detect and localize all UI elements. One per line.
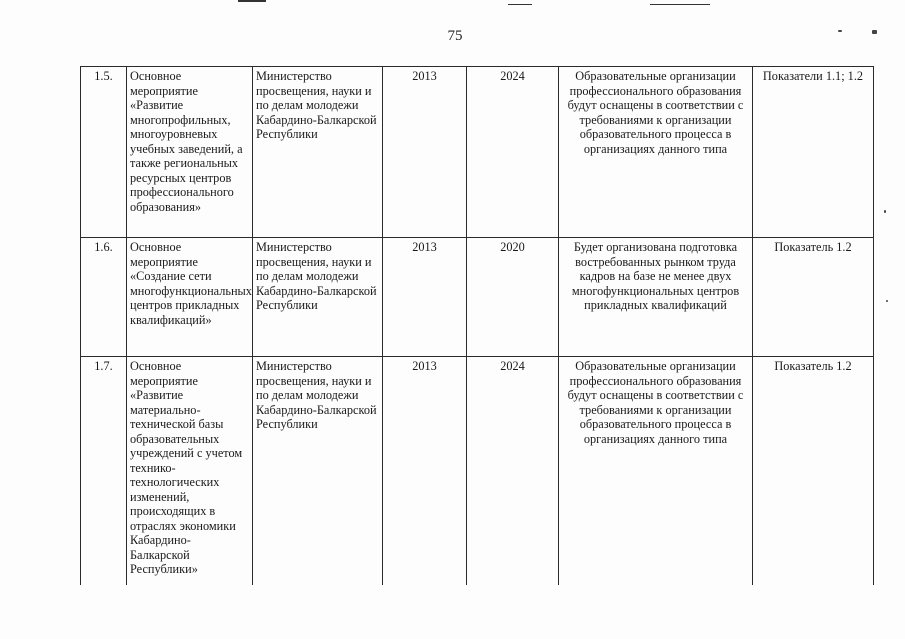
row-number: 1.5. [81, 67, 127, 238]
start-year: 2013 [383, 357, 467, 586]
page-number: 75 [447, 28, 463, 44]
scan-speck [884, 210, 886, 213]
indicator: Показатели 1.1; 1.2 [753, 67, 874, 238]
measure-name: Основное мероприятие «Развитие многопрофильных, многоуровневых учебных заведений, а также региональных ресурсных центров профессионального образования» [127, 67, 253, 238]
scan-artifact [650, 4, 710, 5]
scan-artifact [508, 4, 532, 5]
measures-table [80, 66, 874, 585]
start-year: 2013 [383, 67, 467, 238]
scan-artifact [238, 0, 266, 2]
table-row [81, 67, 874, 238]
scan-speck [872, 30, 877, 34]
executor: Министерство просвещения, науки и по делам молодежи Кабардино-Балкарской Республики [253, 238, 383, 357]
end-year: 2020 [467, 238, 559, 357]
expected-result: Образовательные организации профессионального образования будут оснащены в соответствии с требованиями к организации образовательного процесса в организациях данного типа [559, 67, 753, 238]
measure-name: Основное мероприятие «Создание сети многофункциональных центров прикладных квалификаций» [127, 238, 253, 357]
scan-speck [886, 300, 888, 302]
expected-result: Будет организована подготовка востребованных рынком труда кадров на базе не менее двух многофункциональных центров прикладных квалификаций [559, 238, 753, 357]
executor: Министерство просвещения, науки и по делам молодежи Кабардино-Балкарской Республики [253, 67, 383, 238]
measure-name: Основное мероприятие «Развитие материально-технической базы образовательных учреждений с учетом технико-технологических изменений, происходящих в отраслях экономики Кабардино-Балкарской Республики» [127, 357, 253, 586]
indicator: Показатель 1.2 [753, 238, 874, 357]
expected-result: Образовательные организации профессионального образования будут оснащены в соответствии с требованиями к организации образовательного процесса в организациях данного типа [559, 357, 753, 586]
indicator: Показатель 1.2 [753, 357, 874, 586]
start-year: 2013 [383, 238, 467, 357]
table-row [81, 357, 874, 586]
scan-speck [838, 30, 842, 32]
executor: Министерство просвещения, науки и по делам молодежи Кабардино-Балкарской Республики [253, 357, 383, 586]
end-year: 2024 [467, 67, 559, 238]
end-year: 2024 [467, 357, 559, 586]
row-number: 1.6. [81, 238, 127, 357]
table-row [81, 238, 874, 357]
row-number: 1.7. [81, 357, 127, 586]
